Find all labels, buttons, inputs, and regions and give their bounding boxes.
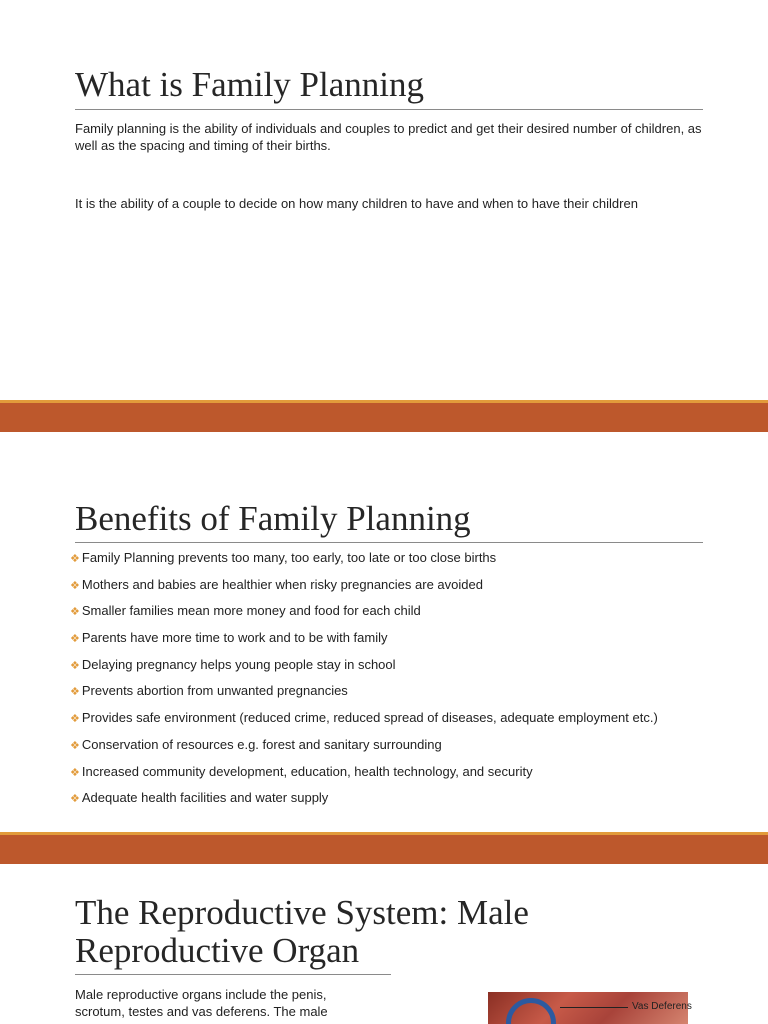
diamond-bullet-icon: ❖: [70, 739, 80, 752]
slide-separator: [0, 400, 768, 432]
label-pointer-line: [560, 1007, 628, 1008]
list-item: ❖ Delaying pregnancy helps young people stay in school: [70, 656, 396, 672]
vas-deferens-label: Vas Deferens: [632, 1001, 692, 1012]
slide-male-reproductive-organ: [0, 864, 768, 1024]
benefits-list: [70, 549, 658, 816]
slide-separator: [0, 832, 768, 864]
list-item: ❖ Increased community development, education, health technology, and security: [70, 763, 533, 779]
title-rule: [75, 109, 703, 110]
organs-paragraph: Male reproductive organs include the penis, scrotum, testes and vas deferens. The male: [75, 987, 328, 1019]
diamond-bullet-icon: ❖: [70, 553, 80, 565]
slide-title-line-1: The Reproductive System: Male: [75, 893, 529, 932]
slide-benefits-of-family-planning: [0, 432, 768, 832]
slide-title: Benefits of Family Planning: [75, 499, 471, 538]
slide-title: What is Family Planning: [75, 65, 425, 104]
list-item: ❖ Prevents abortion from unwanted pregnancies: [70, 683, 348, 699]
diamond-bullet-icon: ❖: [70, 793, 80, 806]
definition-paragraph: Family planning is the ability of individuals and couples to predict and get their desired number of children, as well as the spacing and timing of their births.: [75, 121, 702, 153]
definition-paragraph-2: It is the ability of a couple to decide on how many children to have and when to have their children: [75, 196, 638, 211]
list-item: ❖ Parents have more time to work and to be with family: [70, 630, 388, 646]
diamond-bullet-icon: ❖: [70, 633, 80, 646]
title-rule: [75, 542, 703, 543]
diamond-bullet-icon: ❖: [70, 766, 80, 779]
slide-title-line-2: Reproductive Organ: [75, 931, 360, 970]
title-rule: [75, 974, 391, 975]
list-item: ❖ Mothers and babies are healthier when risky pregnancies are avoided: [70, 576, 483, 592]
list-item: ❖ Adequate health facilities and water supply: [70, 790, 329, 806]
diamond-bullet-icon: ❖: [70, 659, 80, 672]
slide-what-is-family-planning: [0, 0, 768, 400]
list-item: ❖ Family Planning prevents too many, too early, too late or too close births: [70, 550, 497, 565]
list-item: ❖ Provides safe environment (reduced crime, reduced spread of diseases, adequate employment etc.): [70, 710, 658, 726]
list-item: ❖ Smaller families mean more money and food for each child: [70, 603, 421, 619]
list-item: ❖ Conservation of resources e.g. forest and sanitary surrounding: [70, 736, 442, 752]
diamond-bullet-icon: ❖: [70, 686, 80, 699]
diamond-bullet-icon: ❖: [70, 713, 80, 726]
vessel-shape: [506, 998, 556, 1024]
diamond-bullet-icon: ❖: [70, 579, 80, 592]
diamond-bullet-icon: ❖: [70, 606, 80, 619]
